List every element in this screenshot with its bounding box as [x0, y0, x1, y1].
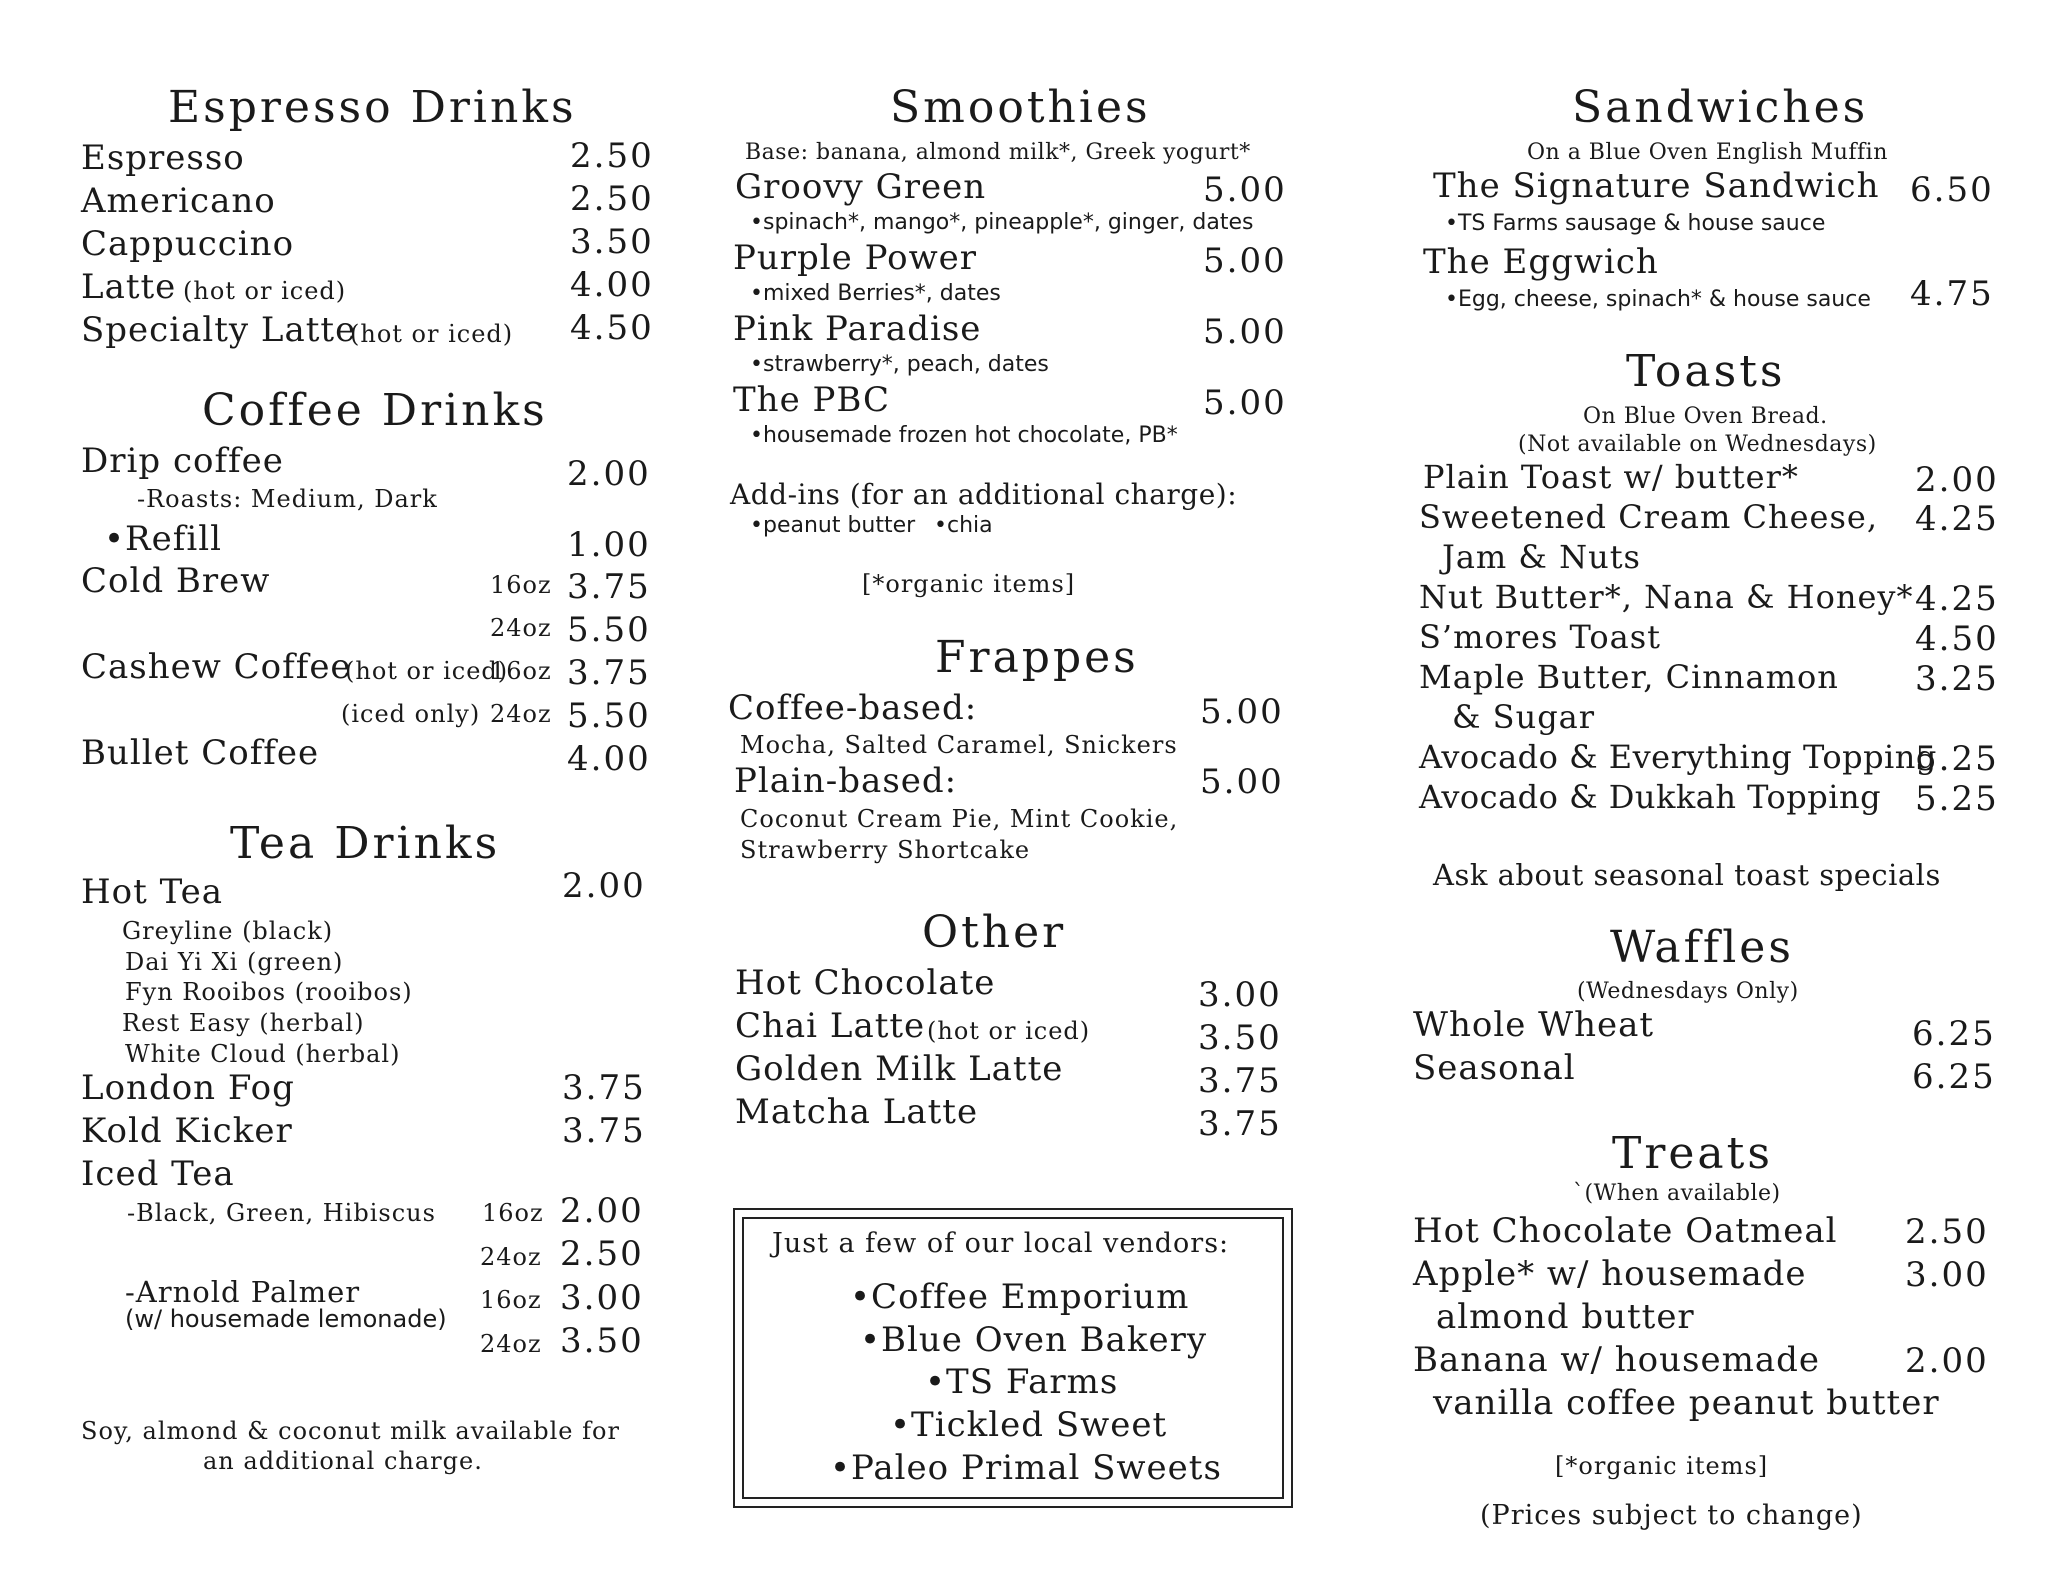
smoothies-title: Smoothies: [890, 82, 1151, 133]
milk-note: an additional charge.: [203, 1447, 483, 1475]
menu-item-price: 5.50: [567, 696, 651, 736]
menu-item-price: 2.50: [1905, 1212, 1989, 1252]
menu-item-desc: •TS Farms sausage & house sauce: [1445, 211, 1826, 236]
sandwiches-subtitle: On a Blue Oven English Muffin: [1527, 140, 1888, 165]
menu-item-name-cont: almond butter: [1436, 1297, 1695, 1337]
menu-item-price: 3.50: [560, 1321, 644, 1361]
addins-title: Add-ins (for an additional charge):: [730, 478, 1238, 511]
menu-item-desc: •strawberry*, peach, dates: [750, 352, 1049, 377]
menu-item-desc: •spinach*, mango*, pineapple*, ginger, dates: [750, 210, 1254, 235]
menu-item-name: Avocado & Everything Topping: [1419, 738, 1937, 776]
other-title: Other: [922, 907, 1067, 958]
menu-item-price: 3.75: [567, 567, 651, 607]
menu-item-price: 4.25: [1915, 579, 1999, 619]
organic-note: [*organic items]: [1555, 1452, 1769, 1480]
size-label: 16oz: [490, 657, 552, 685]
menu-item-desc: Coconut Cream Pie, Mint Cookie,: [740, 805, 1179, 833]
menu-item-price: 3.75: [1198, 1061, 1282, 1101]
menu-item-note: (iced only): [341, 700, 481, 728]
size-label: 24oz: [480, 1330, 542, 1358]
menu-item-price: 4.50: [1915, 619, 1999, 659]
menu-item-price: 4.50: [570, 308, 654, 348]
smoothies-base: Base: banana, almond milk*, Greek yogurt*: [745, 140, 1251, 165]
menu-item-name: Cold Brew: [81, 561, 271, 601]
menu-item-price: 6.25: [1912, 1057, 1996, 1097]
menu-item-price: 3.50: [570, 222, 654, 262]
toast-specials-note: Ask about seasonal toast specials: [1433, 858, 1941, 892]
organic-note: [*organic items]: [862, 570, 1076, 598]
menu-item-name: S’mores Toast: [1419, 618, 1662, 656]
menu-item-name: Banana w/ housemade: [1413, 1340, 1820, 1380]
menu-item-name: The Signature Sandwich: [1433, 166, 1880, 206]
menu-item-price: 2.00: [567, 454, 651, 494]
menu-item-name: Purple Power: [733, 238, 978, 278]
menu-item-price: 2.50: [570, 136, 654, 176]
menu-item-price: 3.75: [562, 1111, 646, 1151]
menu-item-price: 5.00: [1200, 692, 1284, 732]
menu-item-price: 1.00: [567, 525, 651, 565]
menu-item-name: Pink Paradise: [733, 309, 982, 349]
addin: •chia: [934, 513, 993, 538]
waffles-subtitle: (Wednesdays Only): [1577, 979, 1799, 1004]
menu-item-name: Whole Wheat: [1413, 1005, 1655, 1045]
menu-item-name-cont: & Sugar: [1452, 698, 1596, 736]
vendor-item: •Tickled Sweet: [890, 1405, 1168, 1445]
menu-item-desc: •Egg, cheese, spinach* & house sauce: [1445, 287, 1871, 312]
menu-item-name: Nut Butter*, Nana & Honey*: [1419, 578, 1914, 616]
menu-item-name: The Eggwich: [1423, 242, 1659, 282]
menu-item-note: -Roasts: Medium, Dark: [137, 485, 438, 513]
menu-item-name: Matcha Latte: [735, 1092, 979, 1132]
treats-subtitle: `(When available): [1573, 1181, 1781, 1206]
menu-item-price: 2.00: [560, 1191, 644, 1231]
prices-note: (Prices subject to change): [1480, 1500, 1863, 1531]
menu-item-name: Plain Toast w/ butter*: [1423, 458, 1799, 496]
menu-item-desc: •mixed Berries*, dates: [750, 281, 1001, 306]
menu-item-name: Maple Butter, Cinnamon: [1419, 658, 1839, 696]
menu-item-name: Groovy Green: [735, 167, 987, 207]
toasts-title: Toasts: [1626, 346, 1786, 397]
tea-variety: White Cloud (herbal): [125, 1040, 401, 1068]
menu-item-price: 5.00: [1203, 383, 1287, 423]
menu-item-name: Seasonal: [1413, 1048, 1576, 1088]
menu-item-note: (w/ housemade lemonade): [125, 1305, 447, 1333]
menu-item-name: Espresso: [81, 138, 245, 178]
menu-item-desc: Strawberry Shortcake: [740, 836, 1031, 864]
menu-item-name: Americano: [81, 181, 276, 221]
menu-item-name: Latte: [81, 267, 177, 307]
menu-item-price: 5.00: [1203, 312, 1287, 352]
size-label: 24oz: [490, 614, 552, 642]
tea-variety: Greyline (black): [122, 917, 334, 945]
menu-item-note: (hot or iced): [350, 320, 514, 348]
menu-item-name: Apple* w/ housemade: [1413, 1254, 1807, 1294]
menu-item-name: •Refill: [104, 519, 222, 559]
menu-item-price: 2.50: [560, 1234, 644, 1274]
menu-item-name: Chai Latte: [735, 1006, 926, 1046]
menu-item-price: 2.00: [562, 866, 646, 906]
menu-item-price: 2.00: [1905, 1341, 1989, 1381]
vendor-item: •Coffee Emporium: [850, 1277, 1190, 1317]
addin: •peanut butter: [750, 513, 916, 538]
tea-title: Tea Drinks: [230, 818, 501, 869]
menu-item-price: 3.25: [1915, 659, 1999, 699]
menu-item-name: Drip coffee: [81, 441, 284, 481]
menu-item-price: 5.25: [1915, 779, 1999, 819]
menu-item-name: Cappuccino: [81, 224, 295, 264]
menu-item-name: Hot Tea: [81, 872, 224, 912]
menu-item-name-cont: vanilla coffee peanut butter: [1433, 1383, 1940, 1423]
menu-item-price: 3.00: [560, 1278, 644, 1318]
menu-item-name: Golden Milk Latte: [735, 1049, 1064, 1089]
menu-item-desc: •housemade frozen hot chocolate, PB*: [750, 423, 1178, 448]
menu-item-name-cont: Jam & Nuts: [1442, 538, 1641, 576]
menu-item-name: London Fog: [81, 1068, 295, 1108]
menu-item-price: 5.00: [1203, 241, 1287, 281]
menu-item-name: Iced Tea: [81, 1154, 235, 1194]
toasts-subtitle: (Not available on Wednesdays): [1518, 432, 1877, 457]
menu-item-price: 3.00: [1198, 975, 1282, 1015]
menu-item-price: 2.00: [1915, 460, 1999, 500]
menu-item-price: 5.00: [1200, 762, 1284, 802]
menu-item-note: (hot or iced): [927, 1017, 1091, 1045]
menu-item-name: Hot Chocolate Oatmeal: [1413, 1211, 1838, 1251]
size-label: 16oz: [480, 1286, 542, 1314]
menu-item-name: -Arnold Palmer: [125, 1275, 361, 1309]
menu-item-price: 6.25: [1912, 1014, 1996, 1054]
menu-item-name: Bullet Coffee: [81, 733, 320, 773]
menu-item-name: Plain-based:: [734, 761, 958, 801]
menu-item-price: 5.25: [1915, 739, 1999, 779]
milk-note: Soy, almond & coconut milk available for: [81, 1417, 620, 1445]
sandwiches-title: Sandwiches: [1572, 82, 1869, 133]
tea-variety: Fyn Rooibos (rooibos): [125, 978, 413, 1006]
tea-variety: Rest Easy (herbal): [122, 1009, 365, 1037]
menu-item-name: Coffee-based:: [728, 688, 978, 728]
size-label: 24oz: [480, 1243, 542, 1271]
menu-item-price: 4.00: [567, 739, 651, 779]
size-label: 24oz: [490, 700, 552, 728]
menu-item-name: Avocado & Dukkah Topping: [1419, 778, 1882, 816]
menu-item-name: Hot Chocolate: [735, 963, 996, 1003]
menu-item-price: 4.00: [570, 265, 654, 305]
size-label: 16oz: [490, 571, 552, 599]
waffles-title: Waffles: [1610, 922, 1794, 973]
menu-item-price: 5.50: [567, 610, 651, 650]
toasts-subtitle: On Blue Oven Bread.: [1583, 404, 1828, 429]
menu-item-name: Cashew Coffee: [81, 647, 352, 687]
vendor-item: •Blue Oven Bakery: [860, 1320, 1208, 1360]
treats-title: Treats: [1612, 1128, 1773, 1179]
menu-item-price: 3.75: [1198, 1104, 1282, 1144]
menu-item-name: The PBC: [733, 380, 891, 420]
frappes-title: Frappes: [935, 632, 1139, 683]
vendor-item: •TS Farms: [925, 1362, 1119, 1402]
menu-item-price: 6.50: [1910, 170, 1994, 210]
menu-item-price: 3.75: [567, 653, 651, 693]
tea-variety: Dai Yi Xi (green): [125, 948, 344, 976]
size-label: 16oz: [482, 1199, 544, 1227]
menu-item-name: Sweetened Cream Cheese,: [1419, 498, 1878, 536]
vendor-item: •Paleo Primal Sweets: [830, 1448, 1222, 1488]
menu-item-price: 3.00: [1905, 1255, 1989, 1295]
menu-item-note: -Black, Green, Hibiscus: [127, 1199, 436, 1227]
menu-item-price: 3.50: [1198, 1018, 1282, 1058]
menu-item-desc: Mocha, Salted Caramel, Snickers: [740, 731, 1178, 759]
menu-item-price: 2.50: [570, 179, 654, 219]
menu-item-price: 3.75: [562, 1068, 646, 1108]
menu-item-price: 5.00: [1203, 170, 1287, 210]
menu-item-name: Kold Kicker: [81, 1111, 293, 1151]
menu-item-price: 4.75: [1910, 274, 1994, 314]
menu-item-note: (hot or iced): [345, 657, 509, 685]
menu-item-price: 4.25: [1915, 499, 1999, 539]
coffee-title: Coffee Drinks: [202, 385, 548, 436]
vendors-title: Just a few of our local vendors:: [772, 1228, 1230, 1259]
menu-item-name: Specialty Latte: [81, 310, 357, 350]
espresso-title: Espresso Drinks: [168, 82, 577, 133]
menu-item-note: (hot or iced): [183, 277, 347, 305]
